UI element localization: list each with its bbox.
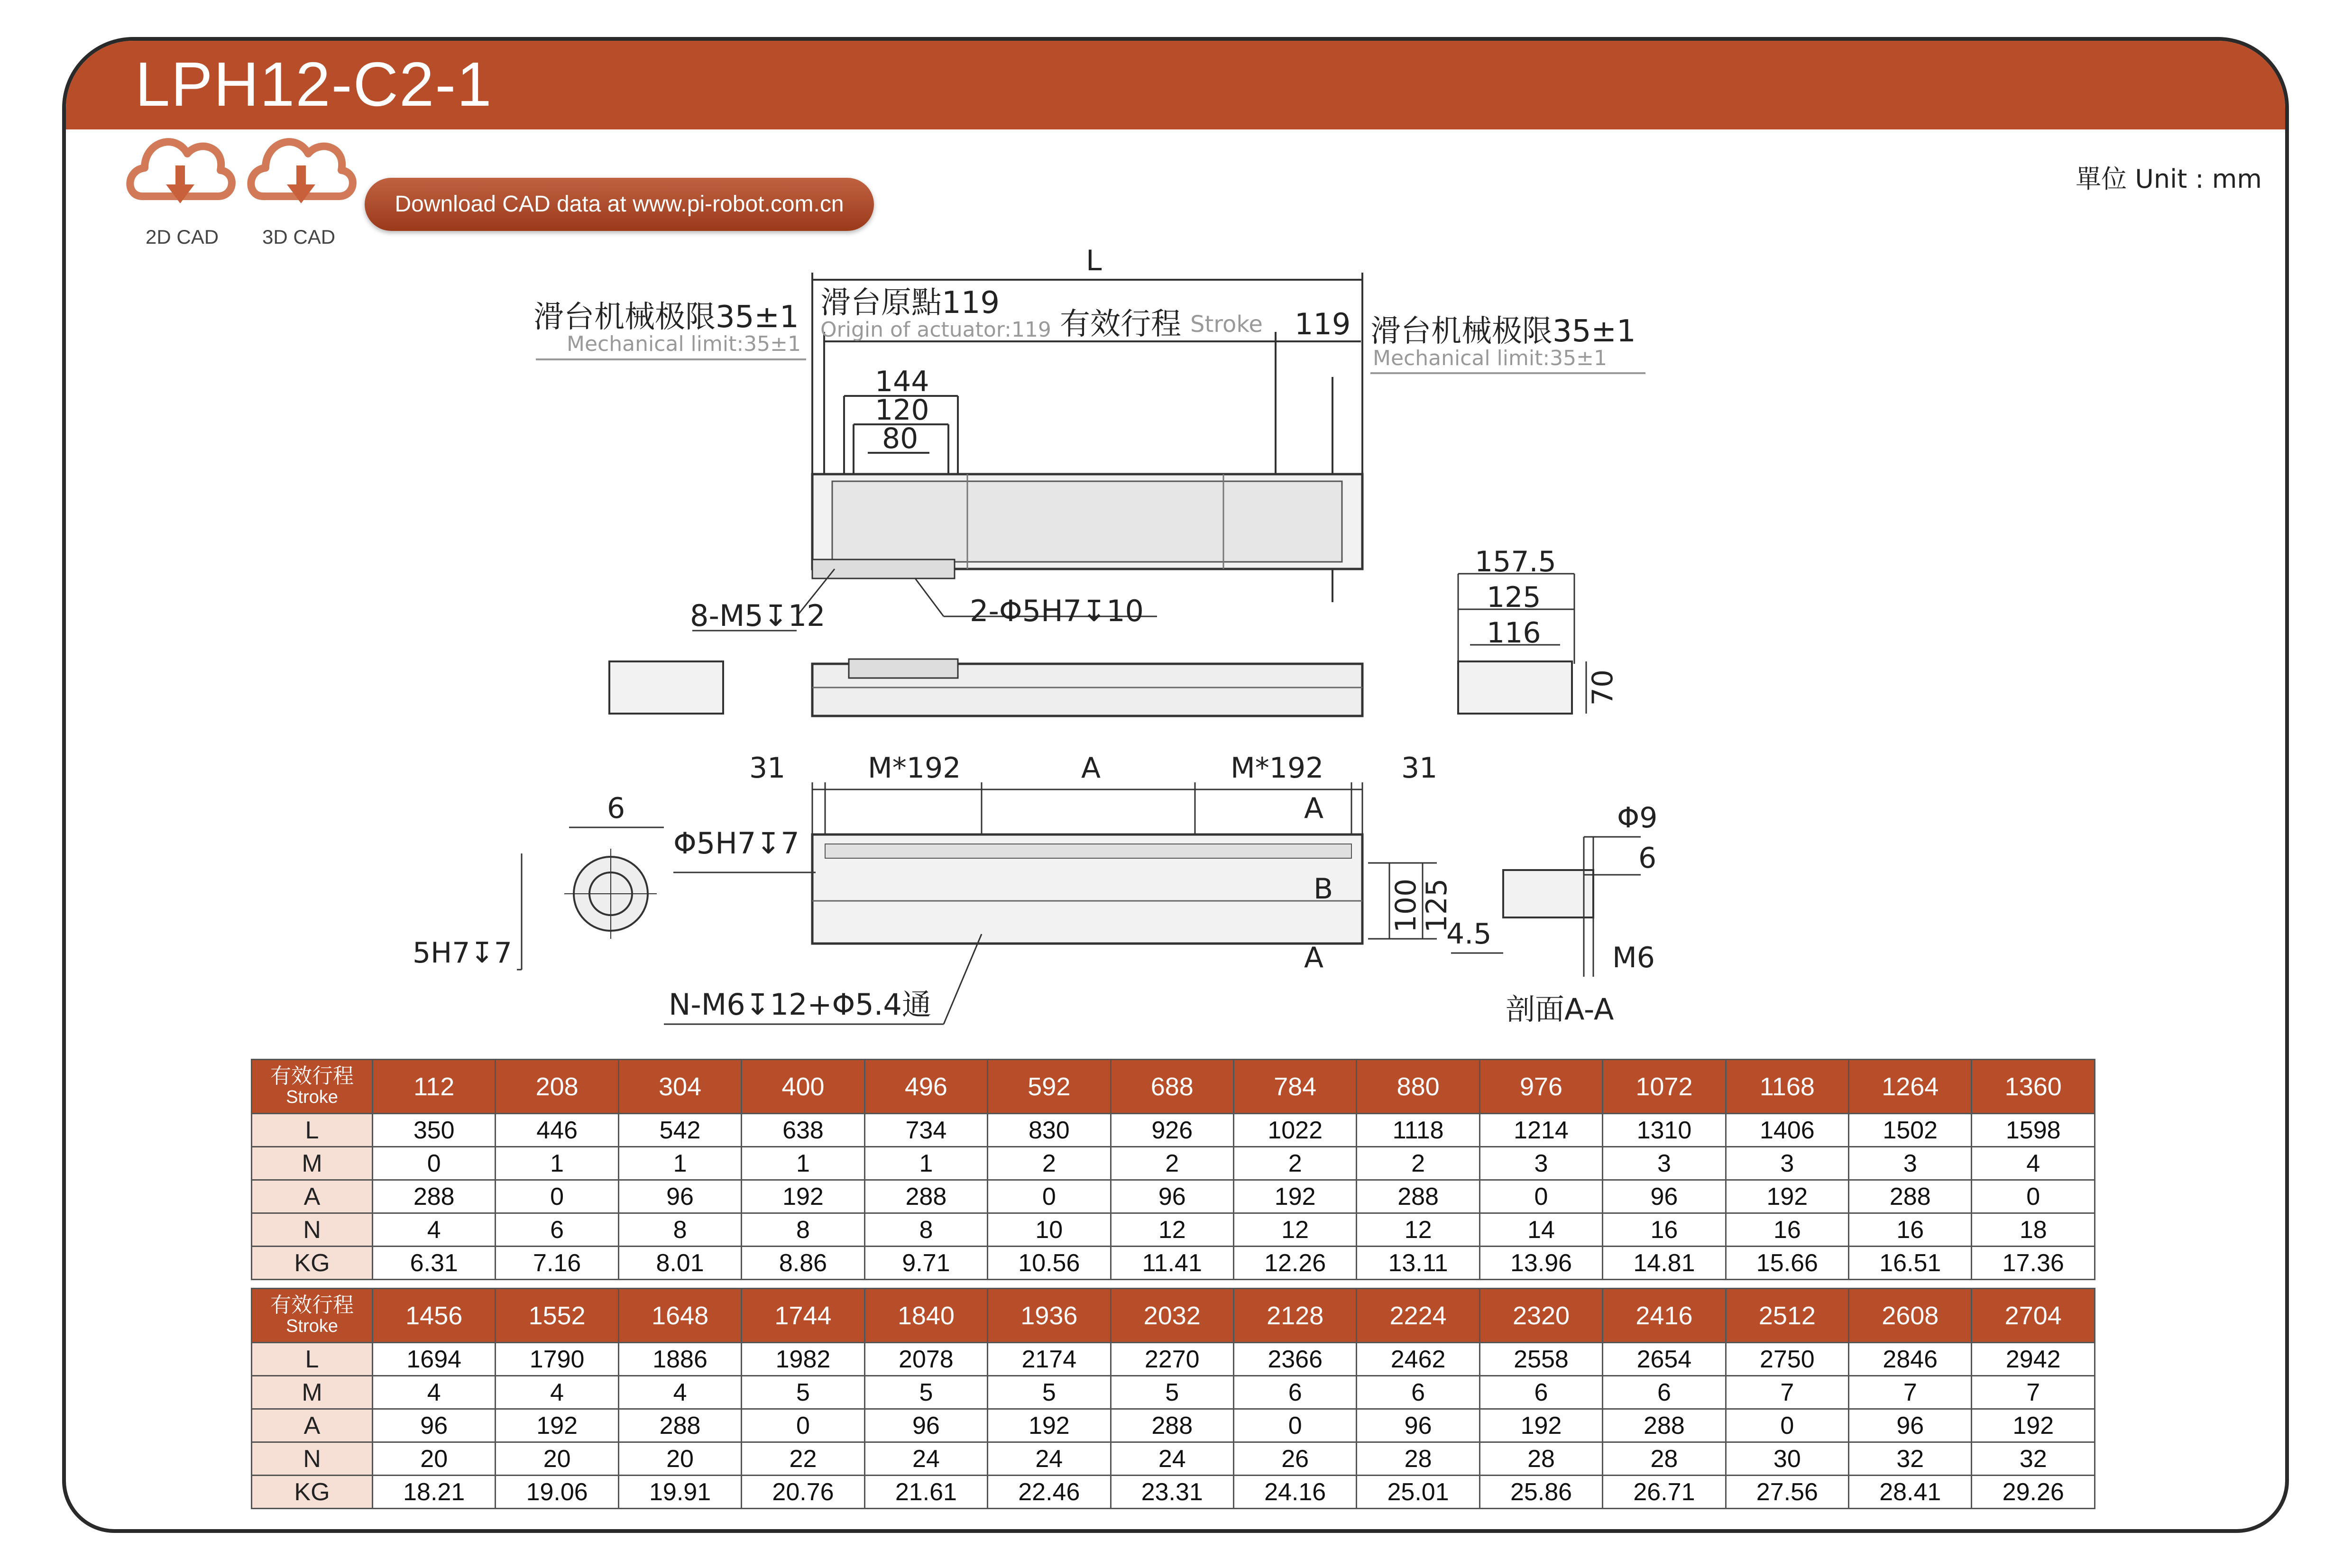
table-cell: 0 [496,1180,618,1213]
table-cell: 96 [618,1180,741,1213]
table-cell: 96 [1603,1180,1726,1213]
table-cell: 446 [496,1114,618,1147]
table-cell: 13.11 [1357,1247,1479,1280]
stroke-header-row [252,1289,2095,1343]
callout-pin-bottom: Φ5H7↧7 [673,826,799,861]
table-cell: 2654 [1603,1343,1726,1376]
table-cell: 192 [1233,1180,1356,1213]
stroke-cell: 2224 [1357,1289,1479,1343]
row-label-l: L [252,1343,373,1376]
row-label-stroke-en: Stroke [286,1087,338,1107]
stroke-header-row [252,1060,2095,1114]
table-cell: 4 [373,1213,496,1247]
row-label-stroke [252,1289,373,1343]
stroke-cell: 2512 [1726,1289,1848,1343]
table-cell: 24 [864,1442,987,1476]
table-cell: 1 [742,1147,864,1180]
stroke-cell: 1456 [373,1289,496,1343]
dim-80: 80 [882,422,919,455]
stroke-cell: 1840 [864,1289,987,1343]
stroke-cell: 2416 [1603,1289,1726,1343]
table-cell: 27.56 [1726,1476,1848,1509]
section-dim-phi9: Φ9 [1617,801,1658,834]
stroke-cell: 496 [864,1060,987,1114]
table-cell: 7 [1849,1376,1972,1409]
table-cell: 6 [496,1213,618,1247]
stroke-cell: 1360 [1972,1060,2095,1114]
table-cell: 7.16 [496,1247,618,1280]
table-cell: 96 [864,1409,987,1442]
table-cell: 18 [1972,1213,2095,1247]
table-cell: 1502 [1849,1114,1972,1147]
dim-31-left: 31 [749,752,786,785]
stroke-cell: 1648 [618,1289,741,1343]
row-label-a: A [252,1180,373,1213]
table-cell: 0 [373,1147,496,1180]
table-cell: 2558 [1479,1343,1602,1376]
dim-70: 70 [1586,669,1619,706]
table-cell: 288 [1111,1409,1233,1442]
table-cell: 0 [1233,1409,1356,1442]
table-cell: 6 [1479,1376,1602,1409]
table-cell: 0 [988,1180,1111,1213]
table-cell: 96 [373,1409,496,1442]
table-cell: 28.41 [1849,1476,1972,1509]
table-cell: 16 [1603,1213,1726,1247]
table-cell: 20 [373,1442,496,1476]
row-label-stroke-en: Stroke [286,1316,338,1336]
table-cell: 17.36 [1972,1247,2095,1280]
unit-label: 單位 Unit : mm [2076,164,2262,194]
row-label-kg: KG [252,1476,373,1509]
table-row-n [252,1442,2095,1476]
dim-125-end: 125 [1487,581,1541,614]
table-cell: 3 [1479,1147,1602,1180]
row-label-stroke [252,1060,373,1114]
table-cell: 288 [618,1409,741,1442]
table-row-n [252,1213,2095,1247]
stroke-cell: 1264 [1849,1060,1972,1114]
section-A-bottom: A [1304,941,1324,974]
stroke-cell: 304 [618,1060,741,1114]
table-cell: 1 [496,1147,618,1180]
table-cell: 6 [1233,1376,1356,1409]
stroke-cell: 2320 [1479,1289,1602,1343]
table-cell: 18.21 [373,1476,496,1509]
table-cell: 3 [1849,1147,1972,1180]
stroke-cell: 976 [1479,1060,1602,1114]
dim-157-5: 157.5 [1475,545,1556,578]
table-cell: 96 [1849,1409,1972,1442]
stroke-cell: 592 [988,1060,1111,1114]
table-cell: 192 [1479,1409,1602,1442]
table-cell: 1886 [618,1343,741,1376]
table-cell: 2462 [1357,1343,1479,1376]
callout-holes: N-M6↧12+Φ5.4通 [669,987,931,1022]
dim-m192-left: M*192 [868,752,961,785]
stroke-cell: 1552 [496,1289,618,1343]
stroke-cell: 2128 [1233,1289,1356,1343]
section-a-a [1503,870,1593,917]
table-cell: 1310 [1603,1114,1726,1147]
row-label-l: L [252,1114,373,1147]
table-row-kg [252,1476,2095,1509]
table-cell: 288 [864,1180,987,1213]
table-cell: 2 [988,1147,1111,1180]
stroke-cell: 688 [1111,1060,1233,1114]
table-cell: 8.86 [742,1247,864,1280]
table-cell: 7 [1972,1376,2095,1409]
spec-table-1 [251,1059,2095,1280]
dim-119: 119 [1295,307,1351,341]
callout-pin-top: 2-Φ5H7↧10 [970,594,1144,628]
table-cell: 6 [1603,1376,1726,1409]
stroke-cell: 880 [1357,1060,1479,1114]
section-dim-m6: M6 [1612,941,1655,974]
table-cell: 5 [864,1376,987,1409]
table-cell: 1214 [1479,1114,1602,1147]
cad-3d-label: 3D CAD [262,226,336,248]
label-B: B [1314,872,1333,906]
table-cell: 2 [1233,1147,1356,1180]
table-cell: 19.91 [618,1476,741,1509]
table-cell: 192 [988,1409,1111,1442]
dim-31-right: 31 [1401,752,1438,785]
table-cell: 25.86 [1479,1476,1602,1509]
row-label-m: M [252,1147,373,1180]
table-cell: 24 [1111,1442,1233,1476]
stroke-cell: 208 [496,1060,618,1114]
table-cell: 9.71 [864,1247,987,1280]
table-cell: 6 [1357,1376,1479,1409]
table-cell: 14.81 [1603,1247,1726,1280]
table-cell: 1790 [496,1343,618,1376]
end-view-left [609,661,723,714]
download-cad-button[interactable]: Download CAD data at www.pi-robot.com.cn [365,178,874,231]
table-cell: 2174 [988,1343,1111,1376]
dim-m192-right: M*192 [1231,752,1324,785]
table-cell: 32 [1849,1442,1972,1476]
table-cell: 21.61 [864,1476,987,1509]
table-cell: 28 [1357,1442,1479,1476]
table-cell: 28 [1479,1442,1602,1476]
origin-en: Origin of actuator:119 [820,318,1051,342]
table-cell: 19.06 [496,1476,618,1509]
detail-callout: 5H7↧7 [413,936,512,970]
table-cell: 926 [1111,1114,1233,1147]
table-row-a [252,1409,2095,1442]
table-cell: 0 [1972,1180,2095,1213]
stroke-cell: 2032 [1111,1289,1233,1343]
table-row-m [252,1147,2095,1180]
row-label-stroke-cn: 有效行程 [270,1064,354,1088]
table-cell: 0 [742,1409,864,1442]
end-view-right [1458,661,1572,714]
table-row-l [252,1343,2095,1376]
dim-125-bottom: 125 [1420,878,1453,933]
table-cell: 12.26 [1233,1247,1356,1280]
table-cell: 29.26 [1972,1476,2095,1509]
table-cell: 2846 [1849,1343,1972,1376]
table-cell: 14 [1479,1213,1602,1247]
stroke-cell: 1072 [1603,1060,1726,1114]
table-cell: 16.51 [1849,1247,1972,1280]
stroke-cell: 2608 [1849,1289,1972,1343]
table-cell: 4 [496,1376,618,1409]
table-cell: 3 [1603,1147,1726,1180]
table-cell: 8 [742,1213,864,1247]
callout-m5: 8-M5↧12 [690,598,826,633]
table-cell: 28 [1603,1442,1726,1476]
stroke-cn: 有效行程 [1060,307,1181,342]
table-cell: 1 [618,1147,741,1180]
stroke-cell: 1168 [1726,1060,1848,1114]
section-A-top: A [1304,792,1324,825]
table-row-m [252,1376,2095,1409]
table-cell: 5 [1111,1376,1233,1409]
row-label-a: A [252,1409,373,1442]
dim-A: A [1081,752,1101,785]
table-cell: 8.01 [618,1247,741,1280]
table-cell: 10 [988,1213,1111,1247]
table-cell: 830 [988,1114,1111,1147]
table-cell: 30 [1726,1442,1848,1476]
table-cell: 1118 [1357,1114,1479,1147]
section-caption: 剖面A-A [1506,992,1614,1027]
dim-116: 116 [1487,616,1541,650]
table-cell: 26 [1233,1442,1356,1476]
table-cell: 192 [1726,1180,1848,1213]
table-cell: 350 [373,1114,496,1147]
table-cell: 24 [988,1442,1111,1476]
section-dim-4-5: 4.5 [1446,917,1492,951]
limit-right-cn: 滑台机械极限35±1 [1370,314,1636,349]
table-cell: 2078 [864,1343,987,1376]
dim-L: L [1086,244,1102,277]
table-cell: 192 [742,1180,864,1213]
spec-table-2 [251,1288,2095,1509]
table-cell: 96 [1111,1180,1233,1213]
table-cell: 22 [742,1442,864,1476]
table-cell: 1406 [1726,1114,1848,1147]
table-cell: 20.76 [742,1476,864,1509]
table-row-kg [252,1247,2095,1280]
table-cell: 1 [864,1147,987,1180]
stroke-en: Stroke [1190,311,1263,338]
table-cell: 288 [1603,1409,1726,1442]
table-row-l [252,1114,2095,1147]
limit-left-en: Mechanical limit:35±1 [567,332,801,356]
row-label-m: M [252,1376,373,1409]
table-cell: 2942 [1972,1343,2095,1376]
table-cell: 1022 [1233,1114,1356,1147]
table-cell: 288 [1357,1180,1479,1213]
table-cell: 5 [988,1376,1111,1409]
table-cell: 12 [1111,1213,1233,1247]
table-cell: 192 [1972,1409,2095,1442]
cad-2d-label: 2D CAD [146,226,219,248]
table-cell: 7 [1726,1376,1848,1409]
row-label-n: N [252,1213,373,1247]
table-cell: 8 [618,1213,741,1247]
stroke-cell: 1936 [988,1289,1111,1343]
detail-dim-6: 6 [607,792,625,825]
table-cell: 32 [1972,1442,2095,1476]
table-cell: 0 [1726,1409,1848,1442]
table-cell: 734 [864,1114,987,1147]
table-cell: 8 [864,1213,987,1247]
dim-100: 100 [1389,878,1423,933]
table-cell: 6.31 [373,1247,496,1280]
table-cell: 1694 [373,1343,496,1376]
stroke-cell: 1744 [742,1289,864,1343]
table-cell: 288 [373,1180,496,1213]
table-cell: 1598 [1972,1114,2095,1147]
stroke-cell: 400 [742,1060,864,1114]
limit-right-en: Mechanical limit:35±1 [1373,346,1608,370]
page-title: LPH12-C2-1 [135,49,493,119]
table-cell: 5 [742,1376,864,1409]
table-cell: 0 [1479,1180,1602,1213]
table-cell: 11.41 [1111,1247,1233,1280]
row-label-kg: KG [252,1247,373,1280]
table-cell: 16 [1726,1213,1848,1247]
dim-120: 120 [875,394,929,427]
table-cell: 4 [618,1376,741,1409]
section-dim-6: 6 [1638,842,1657,875]
table-cell: 192 [496,1409,618,1442]
table-cell: 26.71 [1603,1476,1726,1509]
table-cell: 542 [618,1114,741,1147]
dim-144: 144 [875,365,929,398]
table-cell: 2 [1357,1147,1479,1180]
table-cell: 2750 [1726,1343,1848,1376]
table-cell: 20 [618,1442,741,1476]
row-label-stroke-cn: 有效行程 [270,1293,354,1317]
table-cell: 4 [373,1376,496,1409]
table-cell: 288 [1849,1180,1972,1213]
table-row-a [252,1180,2095,1213]
origin-cn: 滑台原點119 [820,285,1000,321]
table-cell: 22.46 [988,1476,1111,1509]
table-cell: 2366 [1233,1343,1356,1376]
table-cell: 3 [1726,1147,1848,1180]
stroke-cell: 2704 [1972,1289,2095,1343]
table-cell: 4 [1972,1147,2095,1180]
table-cell: 15.66 [1726,1247,1848,1280]
table-cell: 12 [1357,1213,1479,1247]
table-cell: 23.31 [1111,1476,1233,1509]
table-cell: 96 [1357,1409,1479,1442]
table-cell: 10.56 [988,1247,1111,1280]
table-cell: 25.01 [1357,1476,1479,1509]
table-cell: 24.16 [1233,1476,1356,1509]
table-cell: 20 [496,1442,618,1476]
stroke-cell: 112 [373,1060,496,1114]
table-cell: 13.96 [1479,1247,1602,1280]
table-cell: 638 [742,1114,864,1147]
table-cell: 16 [1849,1213,1972,1247]
row-label-n: N [252,1442,373,1476]
table-cell: 12 [1233,1213,1356,1247]
stroke-cell: 784 [1233,1060,1356,1114]
table-cell: 2270 [1111,1343,1233,1376]
limit-left-cn: 滑台机械极限35±1 [533,300,799,335]
table-cell: 1982 [742,1343,864,1376]
table-cell: 2 [1111,1147,1233,1180]
